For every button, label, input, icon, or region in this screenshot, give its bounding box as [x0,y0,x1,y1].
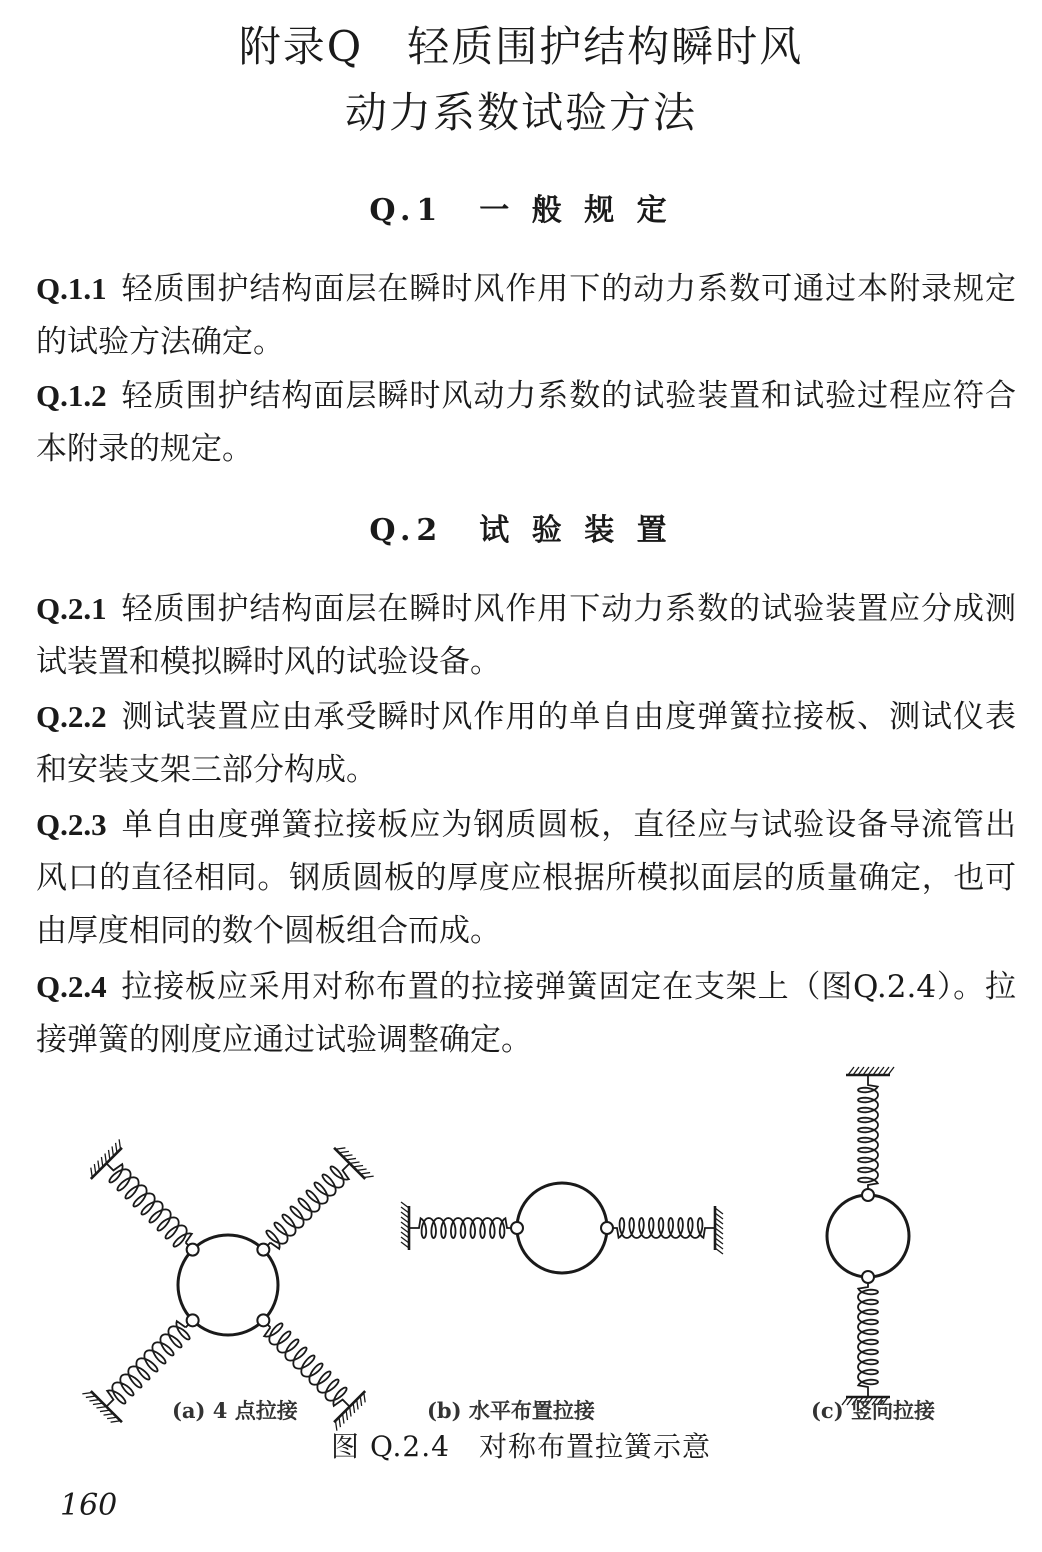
spring [607,1218,715,1238]
ground-hatch [360,1173,370,1174]
ground-hatch [343,1155,353,1156]
attachment-ring [257,1244,269,1256]
spring [263,1320,349,1406]
ground-hatch [116,1143,117,1153]
ground-hatch [82,1392,92,1393]
ground-hatch [86,1396,96,1397]
caption-b: (b) 水平布置拉接 [427,1398,595,1423]
clause-text: 拉接板应采用对称布置的拉接弹簧固定在支架上（图Q.2.4）。拉接弹簧的刚度应通过试验调整确定。 [36,969,1016,1058]
ground-hatch [105,1153,106,1163]
attachment-ring [257,1314,269,1326]
ground-hatch [346,1158,356,1159]
ground-hatch [107,1417,117,1418]
page-number: 160 [60,1488,118,1523]
appendix-title-line1: 附录Q 轻质围护结构瞬时风 [238,22,804,71]
ground-hatch [108,1150,109,1160]
ground-hatch [364,1176,374,1177]
attachment-ring [862,1271,874,1283]
ground-hatch [98,1161,99,1171]
ground-hatch [353,1403,354,1413]
attachment-ring [601,1222,613,1234]
clause-q1-2 [36,369,1016,476]
attachment-ring [862,1189,874,1201]
clause-number: Q.1.2 [36,378,107,413]
spring [409,1218,517,1238]
figure-c-vertical [827,1067,909,1405]
ground-hatch [350,1407,351,1417]
clause-number: Q.2.4 [36,969,107,1004]
spring [106,1320,192,1406]
ground-hatch [96,1407,106,1408]
section-heading-q2: Q.2 试 验 装 置 [369,513,673,548]
ground-hatch [339,1417,340,1427]
ground-hatch [101,1157,102,1167]
ground-hatch [343,1414,344,1424]
clause-q2-4 [36,960,1016,1067]
clause-text: 轻质围护结构面层在瞬时风作用下的动力系数可通过本附录规定的试验方法确定。 [36,271,1016,360]
caption-c: (c) 竖向拉接 [811,1398,935,1423]
spring [858,1075,878,1195]
ground-hatch [100,1410,110,1411]
ground-hatch [346,1410,347,1420]
clause-number: Q.2.1 [36,591,107,626]
figure-b-horizontal [401,1183,723,1273]
ground-hatch [364,1392,365,1402]
plate-circle-c [827,1195,909,1277]
clause-number: Q.2.3 [36,807,107,842]
ground-hatch [335,1148,345,1149]
clause-text: 轻质围护结构面层瞬时风动力系数的试验装置和试验过程应符合本附录的规定。 [36,378,1016,467]
ground-hatch [94,1164,95,1174]
plate-circle-b [517,1183,607,1273]
clause-number: Q.2.2 [36,699,107,734]
section-heading-q1: Q.1 一 般 规 定 [369,193,673,228]
spring-arrangement-figure [0,1060,1042,1440]
clause-number: Q.1.1 [36,271,107,306]
clause-text: 轻质围护结构面层在瞬时风作用下动力系数的试验装置应分成测试装置和模拟瞬时风的试验设备。 [36,591,1016,680]
appendix-title-line2: 动力系数试验方法 [344,88,697,137]
figure-a-four-point [82,1139,373,1430]
ground-hatch [360,1396,361,1406]
ground-hatch [112,1146,113,1156]
spring [106,1163,192,1249]
ground-hatch [119,1139,120,1149]
ground-hatch [357,1169,367,1170]
spring [263,1163,349,1249]
attachment-ring [187,1314,199,1326]
ground-hatch [89,1400,99,1401]
ground-hatch [111,1421,121,1422]
ground-hatch [350,1162,360,1163]
clause-text: 测试装置应由承受瞬时风作用的单自由度弹簧拉接板、测试仪表和安装支架三部分构成。 [36,699,1016,788]
ground-hatch [357,1400,358,1410]
clause-text: 单自由度弹簧拉接板应为钢质圆板，直径应与试验设备导流管出风口的直径相同。钢质圆板的厚度应根据所模拟面层的质量确定，也可由厚度相同的数个圆板组合而成。 [36,807,1016,949]
ground-hatch [104,1414,114,1415]
spring [858,1277,878,1397]
clause-q1-1 [36,262,1016,369]
caption-a: (a) 4 点拉接 [172,1398,298,1423]
attachment-ring [511,1222,523,1234]
clause-q2-3 [36,798,1016,958]
ground-hatch [353,1165,363,1166]
clause-q2-1 [36,582,1016,689]
ground-hatch [339,1151,349,1152]
ground-hatch [91,1168,92,1178]
clause-q2-2 [36,690,1016,797]
attachment-ring [187,1244,199,1256]
ground-hatch [93,1403,103,1404]
figure-title: 图 Q.2.4 对称布置拉簧示意 [331,1430,711,1463]
